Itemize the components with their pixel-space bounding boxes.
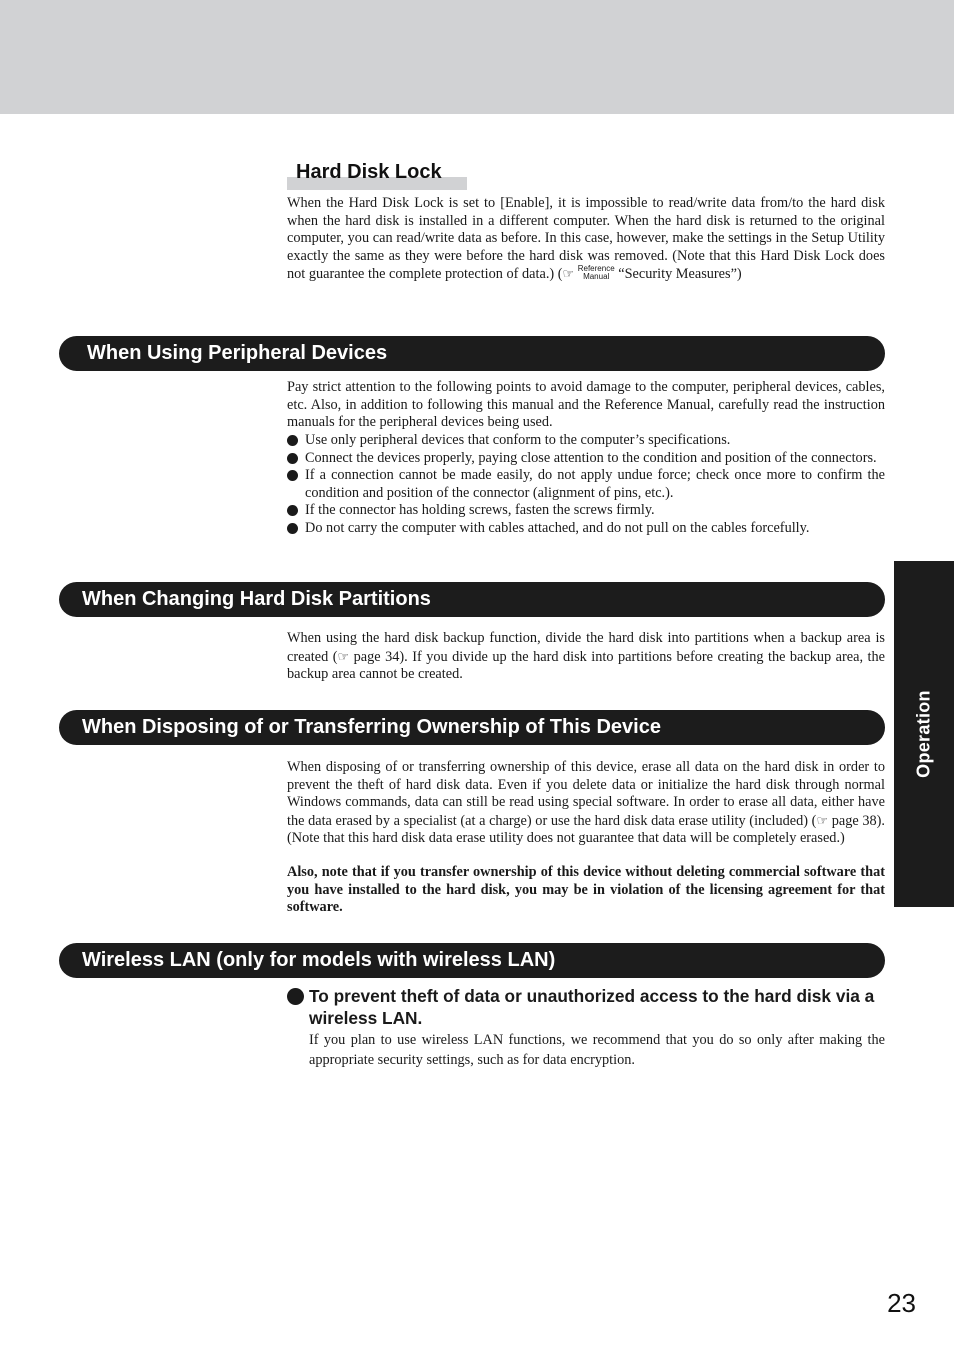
- partitions-heading: When Changing Hard Disk Partitions: [82, 588, 431, 610]
- side-tab: [894, 561, 954, 907]
- bullet-icon: [287, 523, 298, 534]
- list-item: Use only peripheral devices that conform to the computer’s specifications.: [287, 432, 885, 450]
- list-item: If a connection cannot be made easily, do not apply undue force; check once more to confirm the condition and position of the connector (alignment of pins, etc.).: [287, 467, 885, 502]
- disposing-heading: When Disposing of or Transferring Ownership of This Device: [82, 716, 661, 738]
- wireless-subheading: To prevent theft of data or unauthorized access to the hard disk via a wireless LAN.: [287, 985, 885, 1029]
- disposing-bold-note: Also, note that if you transfer ownership of this device without deleting commercial software that you have installed to the hard disk, you may be in violation of the licensing agreement for that software.: [287, 864, 885, 916]
- list-item: If the connector has holding screws, fasten the screws firmly.: [287, 502, 885, 520]
- reference-manual-icon: Reference Manual: [577, 264, 615, 282]
- section-bar-partitions: [59, 582, 885, 617]
- bullet-icon: [287, 988, 304, 1005]
- side-tab-label: Operation: [913, 690, 934, 778]
- peripheral-intro: Pay strict attention to the following points to avoid damage to the computer, peripheral devices, cables, etc. Also, in addition to following this manual and the Reference Manual, carefully read the instruction manuals for the peripheral devices being used.: [287, 379, 885, 431]
- section-bar-wireless-lan: [59, 943, 885, 978]
- hard-disk-lock-heading-text: Hard Disk Lock: [296, 161, 442, 183]
- list-item: Connect the devices properly, paying close attention to the condition and position of the connectors.: [287, 450, 885, 468]
- list-item: Do not carry the computer with cables attached, and do not pull on the cables forcefully.: [287, 520, 885, 538]
- section-bar-peripheral-devices: [59, 336, 885, 371]
- page-number: 23: [887, 1288, 916, 1318]
- bullet-icon: [287, 470, 298, 481]
- peripheral-bullet-list: [287, 432, 885, 538]
- disposing-body: When disposing of or transferring ownership of this device, erase all data on the hard disk in order to prevent the theft of hard disk data. Even if you delete data or initialize the hard disk through normal Windows commands, data can still be read using special software. In order to erase all data, either have the data erased by a specialist (at a charge) or use the hard disk data erase utility (included) (☞ page 38). (Note that this hard disk data erase utility does not guarantee that data will be completely erased.): [287, 759, 885, 847]
- hard-disk-lock-heading: [287, 160, 467, 190]
- hard-disk-lock-body: When the Hard Disk Lock is set to [Enable], it is impossible to read/write data from/to the hard disk when the hard disk is installed in a different computer. When the hard disk is returned to the original computer, you can read/write data as before. In this case, however, make the settings in the Setup Utility exactly the same as they were before the hard disk was removed. (Note that this Hard Disk Lock does not guarantee the complete protection of data.) (☞ Reference Manual “Security Measures”): [287, 195, 885, 283]
- section-bar-disposing: [59, 710, 885, 745]
- bullet-icon: [287, 435, 298, 446]
- pointing-hand-icon: ☞: [562, 266, 575, 282]
- partitions-body: When using the hard disk backup function, divide the hard disk into partitions when a backup area is created (☞ page 34). If you divide up the hard disk into partitions before creating the backup area, the backup area cannot be created.: [287, 630, 886, 683]
- wireless-heading: Wireless LAN (only for models with wireless LAN): [82, 949, 556, 971]
- pointing-hand-icon: ☞: [337, 648, 350, 664]
- wireless-body: If you plan to use wireless LAN functions, we recommend that you do so only after making the appropriate security settings, such as for data encryption.: [309, 1032, 885, 1068]
- header-band: [0, 0, 954, 114]
- bullet-icon: [287, 505, 298, 516]
- pointing-hand-icon: ☞: [816, 812, 829, 828]
- bullet-icon: [287, 453, 298, 464]
- peripheral-heading: When Using Peripheral Devices: [87, 342, 388, 364]
